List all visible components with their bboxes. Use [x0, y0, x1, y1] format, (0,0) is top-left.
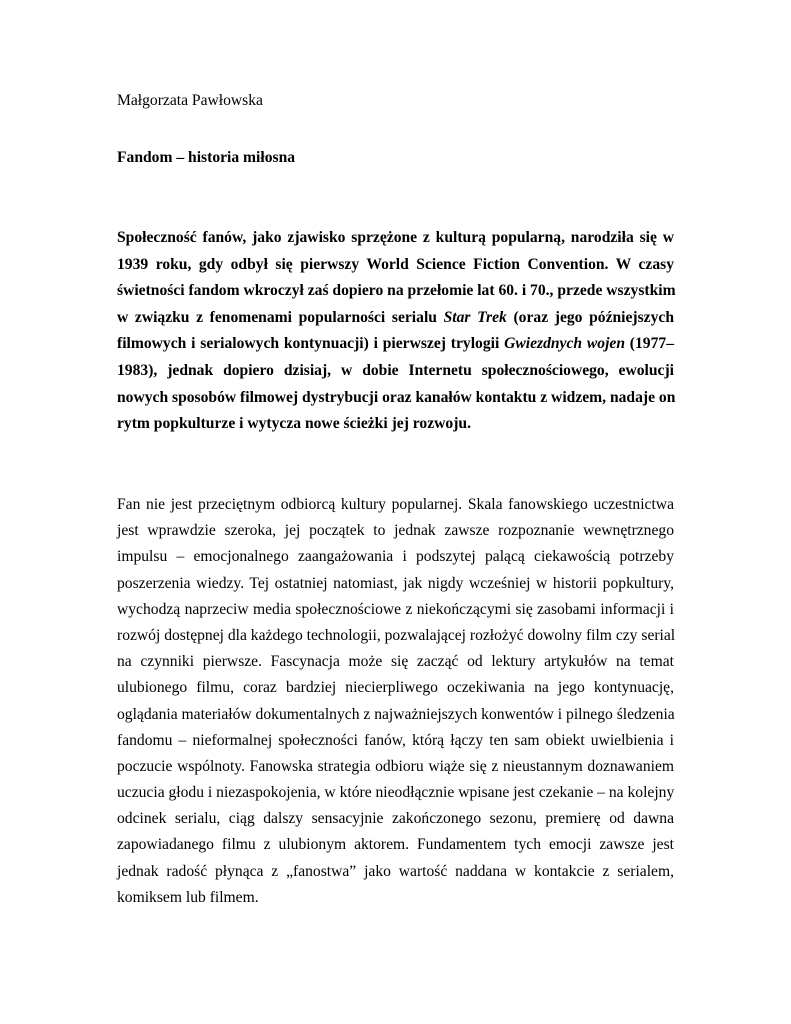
author-name: Małgorzata Pawłowska [117, 92, 263, 109]
body-line: rozwój dostępnej dla każdego technologii, pozwalającej rozłożyć dowolny film czy serial [117, 626, 676, 644]
series-title-star-trek: Star Trek [443, 308, 507, 326]
body-paragraph [117, 492, 674, 911]
document-title: Fandom – historia miłosna [117, 149, 296, 166]
body-line: impulsu – emocjonalnego zaangażowania i podszytej palącą ciekawością potrzeby [117, 548, 674, 566]
body-line: jest wprawdzie szeroka, jej początek to jednak zawsze rozpoznanie wewnętrznego [117, 522, 674, 540]
lead-line: w związku z fenomenami popularności serialu Star Trek (oraz jego późniejszych [117, 308, 674, 326]
body-line: uczucia głodu i niezaspokojenia, w które nieodłącznie wpisane jest czekanie – na kolejny [117, 784, 675, 802]
body-line: jednak radość płynąca z „fanostwa” jako wartość naddana w kontakcie z serialem, [117, 862, 674, 880]
body-line: ulubionego filmu, coraz bardziej niecierpliwego oczekiwania na jego kontynuację, [117, 679, 674, 697]
lead-paragraph [117, 225, 674, 438]
lead-line: 1939 roku, gdy odbył się pierwszy World Science Fiction Convention. W czasy [117, 255, 674, 273]
lead-line: świetności fandom wkroczył zaś dopiero na przełomie lat 60. i 70., przede wszystkim [117, 282, 676, 300]
body-line: Fan nie jest przeciętnym odbiorcą kultury popularnej. Skala fanowskiego uczestnictwa [117, 496, 674, 513]
lead-line: filmowych i serialowych kontynuacji) i pierwszej trylogii Gwiezdnych wojen (1977– [117, 335, 674, 353]
body-line: na czynniki pierwsze. Fascynacja może się zacząć od lektury artykułów na temat [117, 653, 674, 671]
lead-line: rytm popkulturze i wytycza nowe ścieżki jej rozwoju. [117, 415, 471, 433]
lead-line: Społeczność fanów, jako zjawisko sprzężone z kulturą popularną, narodziła się w [117, 229, 674, 246]
body-line: odcinek serialu, ciąg dalszy sensacyjnie zakończonego sezonu, premierę od dawna [117, 810, 674, 828]
film-title-star-wars: Gwiezdnych wojen [504, 335, 625, 353]
body-line: komiksem lub filmem. [117, 888, 259, 906]
body-line: wychodzą naprzeciw media społecznościowe z niekończącymi się zasobami informacji i [117, 600, 674, 618]
body-line: poczucie wspólnoty. Fanowska strategia odbioru wiąże się z nieustannym doznawaniem [117, 757, 674, 775]
body-line: zapowiadanego filmu z ulubionym aktorem. Fundamentem tych emocji zawsze jest [117, 836, 674, 854]
body-line: fandomu – nieformalnej społeczności fanów, którą łączy ten sam obiekt uwielbienia i [117, 731, 674, 749]
lead-line: 1983), jednak dopiero dzisiaj, w dobie Internetu społecznościowego, ewolucji [117, 361, 674, 379]
lead-line: nowych sposobów filmowej dystrybucji oraz kanałów kontaktu z widzem, nadaje on [117, 388, 676, 406]
body-line: oglądania materiałów dokumentalnych z najważniejszych konwentów i pilnego śledzenia [117, 705, 675, 723]
body-line: poszerzenia wiedzy. Tej ostatniej natomiast, jak nigdy wcześniej w historii popkultury, [117, 574, 674, 592]
